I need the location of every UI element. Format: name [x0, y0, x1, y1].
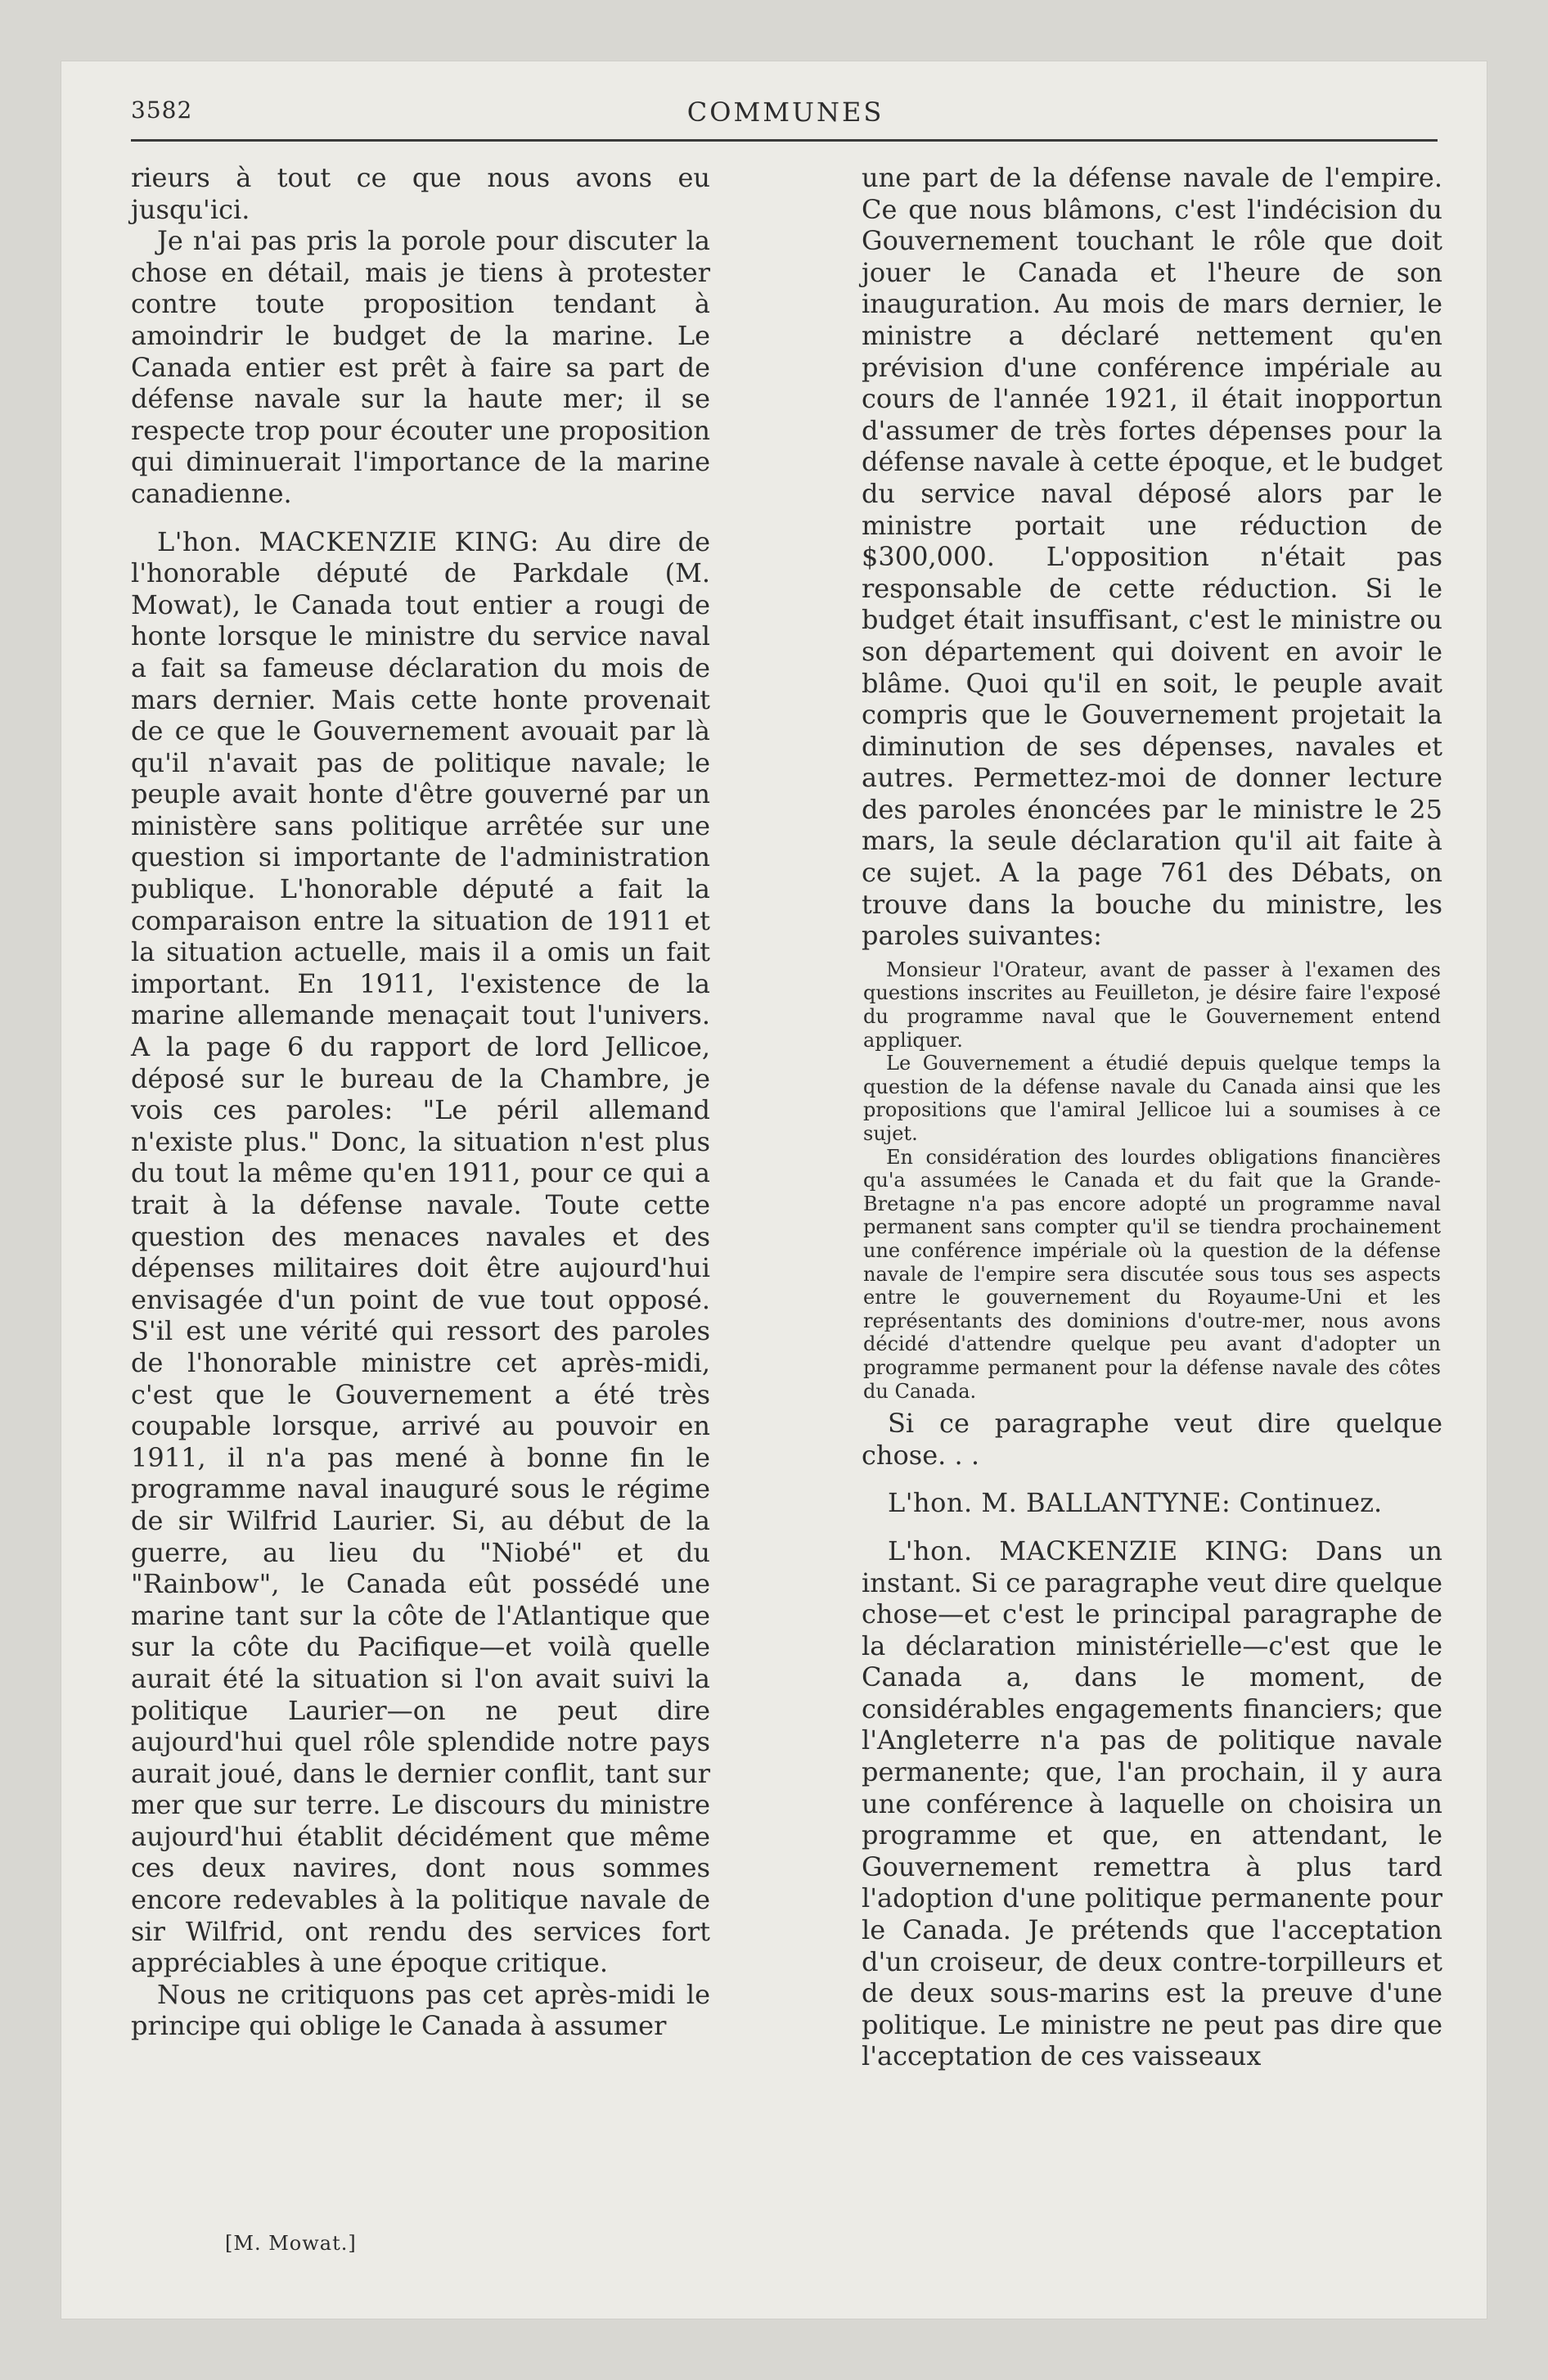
paragraph: Si ce paragraphe veut dire quelque chose. . . [862, 1408, 1442, 1471]
speech-text: Au dire de l'honorable député de Parkdale (M. Mowat), le Canada tout entier a rougi de honte lorsque le ministre du service naval a fait sa fameuse déclaration du mois de mars dernier. Mais cette honte provenait de ce que le Gouvernement avouait par là qu'il n'avait pas de politique navale; le peuple avait honte d'être gouverné par un ministère sans politique arrêtée sur une question si importante de l'administration publique. L'honorable député a fait la comparaison entre la situation de 1911 et la situation actuelle, mais il a omis un fait important. En 1911, l'existence de la marine allemande menaçait tout l'univers. A la page 6 du rapport de lord Jellicoe, déposé sur le bureau de la Chambre, je vois ces paroles: "Le péril allemand n'existe plus." Donc, la situation n'est plus du tout la même qu'en 1911, pour ce qui a trait à la défense navale. Toute cette question des menaces navales et des dépenses militaires doit être aujourd'hui envisagée d'un point de vue tout opposé. S'il est une vérité qui ressort des paroles de l'honorable ministre cet après-midi, c'est que le Gouvernement a été très coupable lorsque, arrivé au pouvoir en 1911, il n'a pas mené à bonne fin le programme naval inauguré sous le régime de sir Wilfrid Laurier. Si, au début de la guerre, au lieu du "Niobé" et du "Rainbow", le Canada eût possédé une marine tant sur la côte de l'Atlantique que sur la côte du Pacifique—et voilà quelle aurait été la situation si l'on avait suivi la politique Laurier—on ne peut dire aujourd'hui quel rôle splendide notre pays aurait joué, dans le dernier conflit, tant sur mer que sur terre. Le discours du ministre aujourd'hui établit décidément que même ces deux navires, dont nous sommes encore redevables à la politique navale de sir Wilfrid, ont rendu des services fort appréciables à une époque critique. [131, 525, 711, 1979]
speech-text: Dans un instant. Si ce paragraphe veut dire quelque chose—et c'est le principal paragraphe de la déclaration ministérielle—c'est que le Canada a, dans le moment, de considérables engagements financiers; que l'Angleterre n'a pas de politique navale permanente; que, l'an prochain, il y aura une conférence à laquelle on choisira un programme et que, en attendant, le Gouvernement remettra à plus tard l'adoption d'une politique permanente pour le Canada. Je prétends que l'acceptation d'un croiseur, de deux contre-torpilleurs et de deux sous-marins est la preuve d'une politique. Le ministre ne peut pas dire que l'acceptation de ces vaisseaux [862, 1535, 1442, 2072]
page-header [131, 97, 1440, 146]
speech-paragraph [862, 1535, 1442, 2072]
header-rule [131, 139, 1438, 142]
left-column [131, 162, 710, 2042]
paragraph: rieurs à tout ce que nous avons eu jusqu'ici. [131, 162, 710, 225]
paragraph: Nous ne critiquons pas cet après-midi le principe qui oblige le Canada à assumer [131, 1978, 710, 2042]
page-number: 3582 [131, 97, 193, 124]
speaker-name: L'hon. M. BALLANTYNE: [888, 1487, 1231, 1519]
speech-paragraph [131, 526, 710, 1979]
speech-paragraph [862, 1487, 1442, 1519]
quote-paragraph: Monsieur l'Orateur, avant de passer à l'examen des questions inscrites au Feuilleton, je désire faire l'exposé du programme naval que le Gouvernement entend appliquer. [863, 958, 1441, 1052]
running-title: COMMUNES [686, 97, 884, 128]
block-quote [862, 958, 1442, 1403]
paragraph: une part de la défense navale de l'empire. Ce que nous blâmons, c'est l'indécision du Gouvernement touchant le rôle que doit jouer le Canada et l'heure de son inauguration. Au mois de mars dernier, le ministre a déclaré nettement qu'en prévision d'une conférence impériale au cours de l'année 1921, il était inopportun d'assumer de très fortes dépenses pour la défense navale à cette époque, et le budget du service naval déposé alors par le ministre portait une réduction de $300,000. L'opposition n'était pas responsable de cette réduction. Si le budget était insuffisant, c'est le ministre ou son département qui doivent en avoir le blâme. Quoi qu'il en soit, le peuple avait compris que le Gouvernement projetait la diminution de ses dépenses, navales et autres. Permettez-moi de donner lecture des paroles énoncées par le ministre le 25 mars, la seule déclaration qu'il ait faite à ce sujet. A la page 761 des Débats, on trouve dans la bouche du ministre, les paroles suivantes: [862, 162, 1442, 952]
speaker-name: L'hon. MACKENZIE KING: [888, 1535, 1289, 1566]
right-column [862, 162, 1442, 2072]
paragraph: Je n'ai pas pris la porole pour discuter la chose en détail, mais je tiens à protester contre toute proposition tendant à amoindrir le budget de la marine. Le Canada entier est prêt à faire sa part de défense navale sur la haute mer; il se respecte trop pour écouter une proposition qui diminuerait l'importance de la marine canadienne. [131, 225, 710, 509]
speaker-name: L'hon. MACKENZIE KING: [157, 525, 540, 557]
speech-text: Continuez. [1239, 1487, 1383, 1519]
quote-paragraph: En considération des lourdes obligations financières qu'a assumées le Canada et du fait que la Grande-Bretagne n'a pas encore adopté un programme naval permanent sans compter qu'il se tiendra prochainement une conférence impériale où la question de la défense navale de l'empire sera discutée sous tous ses aspects entre le gouvernement du Royaume-Uni et les représentants des dominions d'outre-mer, nous avons décidé d'attendre quelque peu avant d'adopter un programme permanent pour la défense navale des côtes du Canada. [863, 1145, 1441, 1403]
speaker-footer-tag: [M. Mowat.] [225, 2232, 357, 2255]
quote-paragraph: Le Gouvernement a étudié depuis quelque temps la question de la défense navale du Canada ainsi que les propositions que l'amiral Jellicoe lui a soumises à ce sujet. [863, 1052, 1441, 1145]
